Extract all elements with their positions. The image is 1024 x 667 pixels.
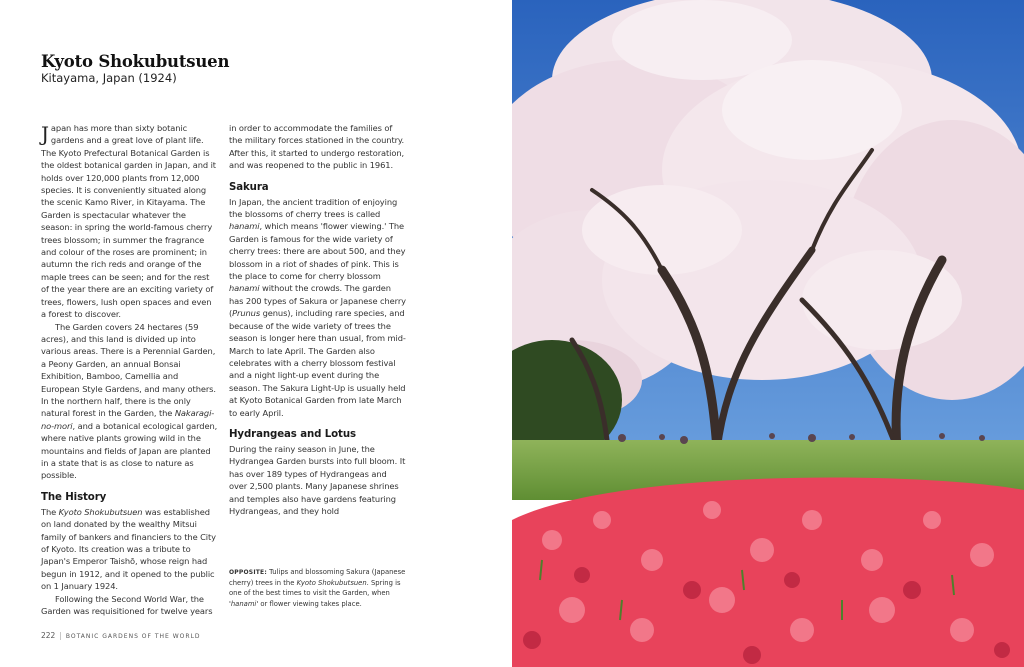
page-footer (41, 631, 201, 640)
history-paragraph-2-continued: in order to accommodate the families of the military forces stationed in the country. After this, it started to undergo restoration, and was reopened to the public in 1961. (229, 123, 405, 171)
photo-caption: OPPOSITE: Tulips and blossoming Sakura (Japanese cherry) trees in the Kyoto Shokubutsuen. Spring is one of the best times to visit the Garden, when 'hanami' or flower viewing takes place. (229, 568, 406, 608)
sakura-heading: Sakura (229, 181, 269, 193)
history-paragraph-1: The Kyoto Shokubutsuen was established on land donated by the wealthy Mitsui family of bankers and financiers to the City of Kyoto. Its creation was a tribute to Japan's Emperor Taishō, whose reign had begun in 1912, and it opened to the public on 1 January 1924. (41, 506, 216, 592)
drop-cap: J (41, 122, 49, 146)
hydrangeas-paragraph: During the rainy season in June, the Hydrangea Garden bursts into full bloom. It has over 189 types of Hydrangeas and over 2,500 plants. Many Japanese shrines and temples also have gardens featuring Hydrangeas, and they hold (229, 443, 406, 516)
garden-areas-paragraph: The Garden covers 24 hectares (59 acres), and this land is divided up into various areas. There is a Perennial Garden, a Peony Garden, an annual Bonsai Exhibition, Bamboo, Camellia and European Style Gardens, and many others. In the northern half, there is the only natural forest in the Garden, the Nakaragi-no-mori, and a botanical ecological garden, where native plants growing wild in the mountains and fields of Japan are planted in a state that is as close to nature as possible. (41, 321, 218, 481)
text-column-1 (41, 122, 218, 617)
running-title: BOTANIC GARDENS OF THE WORLD (65, 633, 201, 640)
cherry-tulip-photo (512, 0, 1024, 667)
page-title: Kyoto Shokubutsuen (41, 52, 230, 71)
page-subtitle: Kitayama, Japan (1924) (41, 71, 177, 85)
sakura-paragraph: In Japan, the ancient tradition of enjoying the blossoms of cherry trees is called hanami, which means 'flower viewing.' The Garden is famous for the wide variety of cherry trees: there are about 500, and they blossom in a riot of shades of pink. This is the place to come for cherry blossom hanami without the crowds. The garden has 200 types of Sakura or Japanese cherry (Prunus genus), including rare species, and because of the wide variety of trees the season is longer here than usual, from mid-March to late April. The Garden also celebrates with a cherry blossom festival and a night light-up event during the season. The Sakura Light-Up is usually held at Kyoto Botanical Garden from late March to early April. (229, 196, 406, 418)
photo-illustration (512, 0, 1024, 667)
history-heading: The History (41, 491, 107, 503)
text-column-2 (229, 122, 406, 517)
footer-separator: | (59, 631, 62, 640)
intro-paragraph: Japan has more than sixty botanic gardens and a great love of plant life. The Kyoto Prefectural Botanical Garden is the oldest botanical garden in Japan, and it holds over 120,000 plants from 12,000 species. It is conveniently situated along the scenic Kamo River, in Kitayama. The Garden is spectacular whatever the season: in spring the world-famous cherry trees blossom; in summer the fragrance and colour of the roses are prominent; in autumn the rich reds and orange of the maple trees can be seen; and for the rest of the year there are an exciting variety of trees, flowers, lush open spaces and even a forest to discover. (41, 122, 216, 320)
history-paragraph-2: Following the Second World War, the Garden was requisitioned for twelve years (41, 593, 213, 617)
hydrangeas-heading: Hydrangeas and Lotus (229, 428, 356, 440)
page-number: 222 (41, 631, 56, 640)
